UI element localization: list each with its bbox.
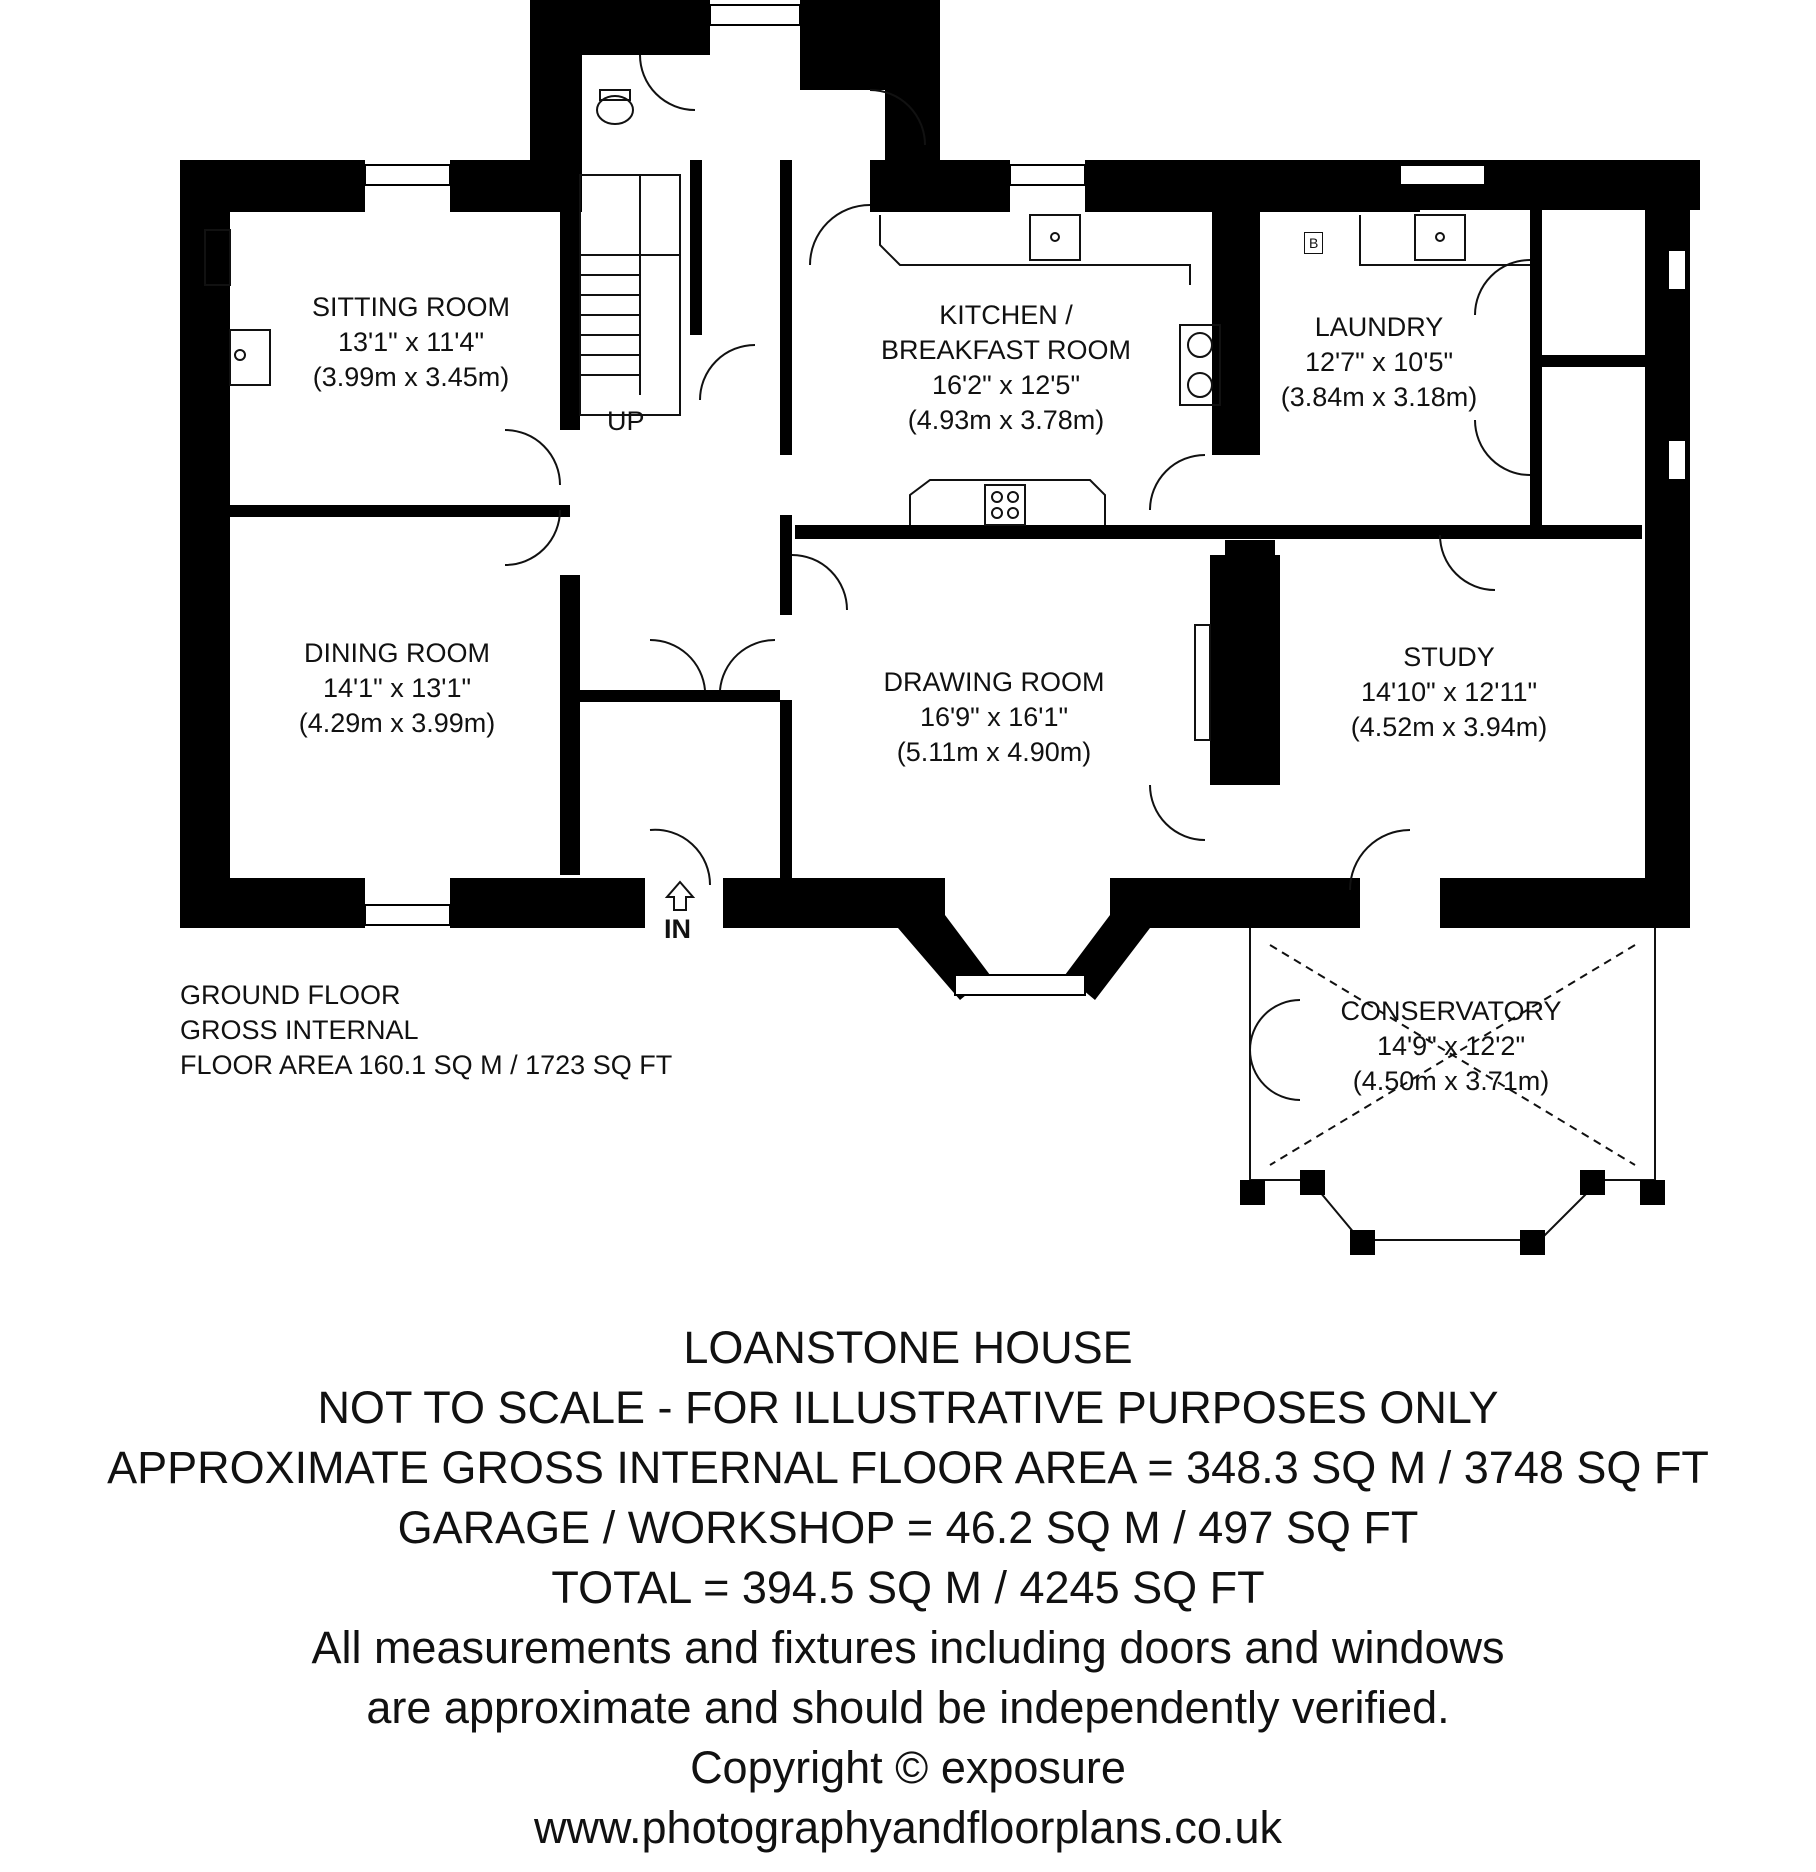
room-size-imperial: 16'9" x 16'1": [919, 702, 1069, 732]
room-size-metric: (4.52m x 3.94m): [1350, 712, 1548, 742]
floor-name: GROUND FLOOR: [180, 980, 401, 1010]
entrance-label: IN: [664, 914, 691, 944]
room-name: LAUNDRY: [1314, 312, 1444, 342]
room-sitting-room: [312, 290, 510, 395]
conservatory-frame: [1240, 1170, 1665, 1255]
floor-area-heading: GROSS INTERNAL: [180, 1015, 419, 1045]
measurement-note-2: are approximate and should be independently verified.: [366, 1682, 1450, 1733]
room-name: DINING ROOM: [303, 638, 490, 668]
room-size-metric: (3.84m x 3.18m): [1280, 382, 1478, 412]
room-name: SITTING ROOM: [312, 292, 510, 322]
exterior-walls: [180, 0, 1700, 1000]
interior-walls: [230, 160, 1645, 880]
gross-area: APPROXIMATE GROSS INTERNAL FLOOR AREA = 348.3 SQ M / 3748 SQ FT: [107, 1442, 1709, 1493]
property-name: LOANSTONE HOUSE: [683, 1322, 1133, 1373]
room-name-line1: KITCHEN /: [939, 300, 1073, 330]
room-size-imperial: 16'2" x 12'5": [931, 370, 1081, 400]
total-area: TOTAL = 394.5 SQ M / 4245 SQ FT: [551, 1562, 1265, 1613]
measurement-note-1: All measurements and fixtures including doors and windows: [311, 1622, 1505, 1673]
room-size-metric: (4.50m x 3.71m): [1352, 1066, 1550, 1096]
floor-area-value: FLOOR AREA 160.1 SQ M / 1723 SQ FT: [180, 1050, 673, 1080]
room-size-imperial: 14'1" x 13'1": [322, 673, 472, 703]
room-name: DRAWING ROOM: [883, 667, 1105, 697]
room-size-metric: (4.93m x 3.78m): [907, 405, 1105, 435]
room-kitchen-breakfast: [881, 298, 1131, 438]
room-size-imperial: 13'1" x 11'4": [337, 327, 485, 357]
room-size-imperial: 14'10" x 12'11": [1360, 677, 1538, 707]
room-size-imperial: 12'7" x 10'5": [1304, 347, 1454, 377]
room-size-metric: (3.99m x 3.45m): [312, 362, 510, 392]
garage-area: GARAGE / WORKSHOP = 46.2 SQ M / 497 SQ FT: [397, 1502, 1419, 1553]
copyright: Copyright © exposure: [690, 1742, 1126, 1793]
room-name: CONSERVATORY: [1340, 996, 1562, 1026]
room-conservatory: [1340, 994, 1561, 1099]
plan-footer: [0, 1318, 1816, 1858]
room-name-line2: BREAKFAST ROOM: [880, 335, 1132, 365]
room-laundry: [1281, 310, 1478, 415]
room-size-imperial: 14'9" x 12'2": [1376, 1031, 1526, 1061]
scale-disclaimer: NOT TO SCALE - FOR ILLUSTRATIVE PURPOSES ONLY: [317, 1382, 1499, 1433]
room-name: STUDY: [1403, 642, 1495, 672]
stairs-up-label: UP: [607, 406, 645, 436]
entrance-arrow: [667, 882, 693, 910]
room-dining-room: [299, 636, 496, 741]
floor-area-info: [180, 978, 672, 1083]
room-size-metric: (4.29m x 3.99m): [298, 708, 496, 738]
boiler-label: B: [1304, 232, 1323, 254]
room-size-metric: (5.11m x 4.90m): [896, 737, 1092, 767]
room-study: [1351, 640, 1548, 745]
website-link: www.photographyandfloorplans.co.uk: [534, 1802, 1282, 1853]
room-drawing-room: [884, 665, 1105, 770]
